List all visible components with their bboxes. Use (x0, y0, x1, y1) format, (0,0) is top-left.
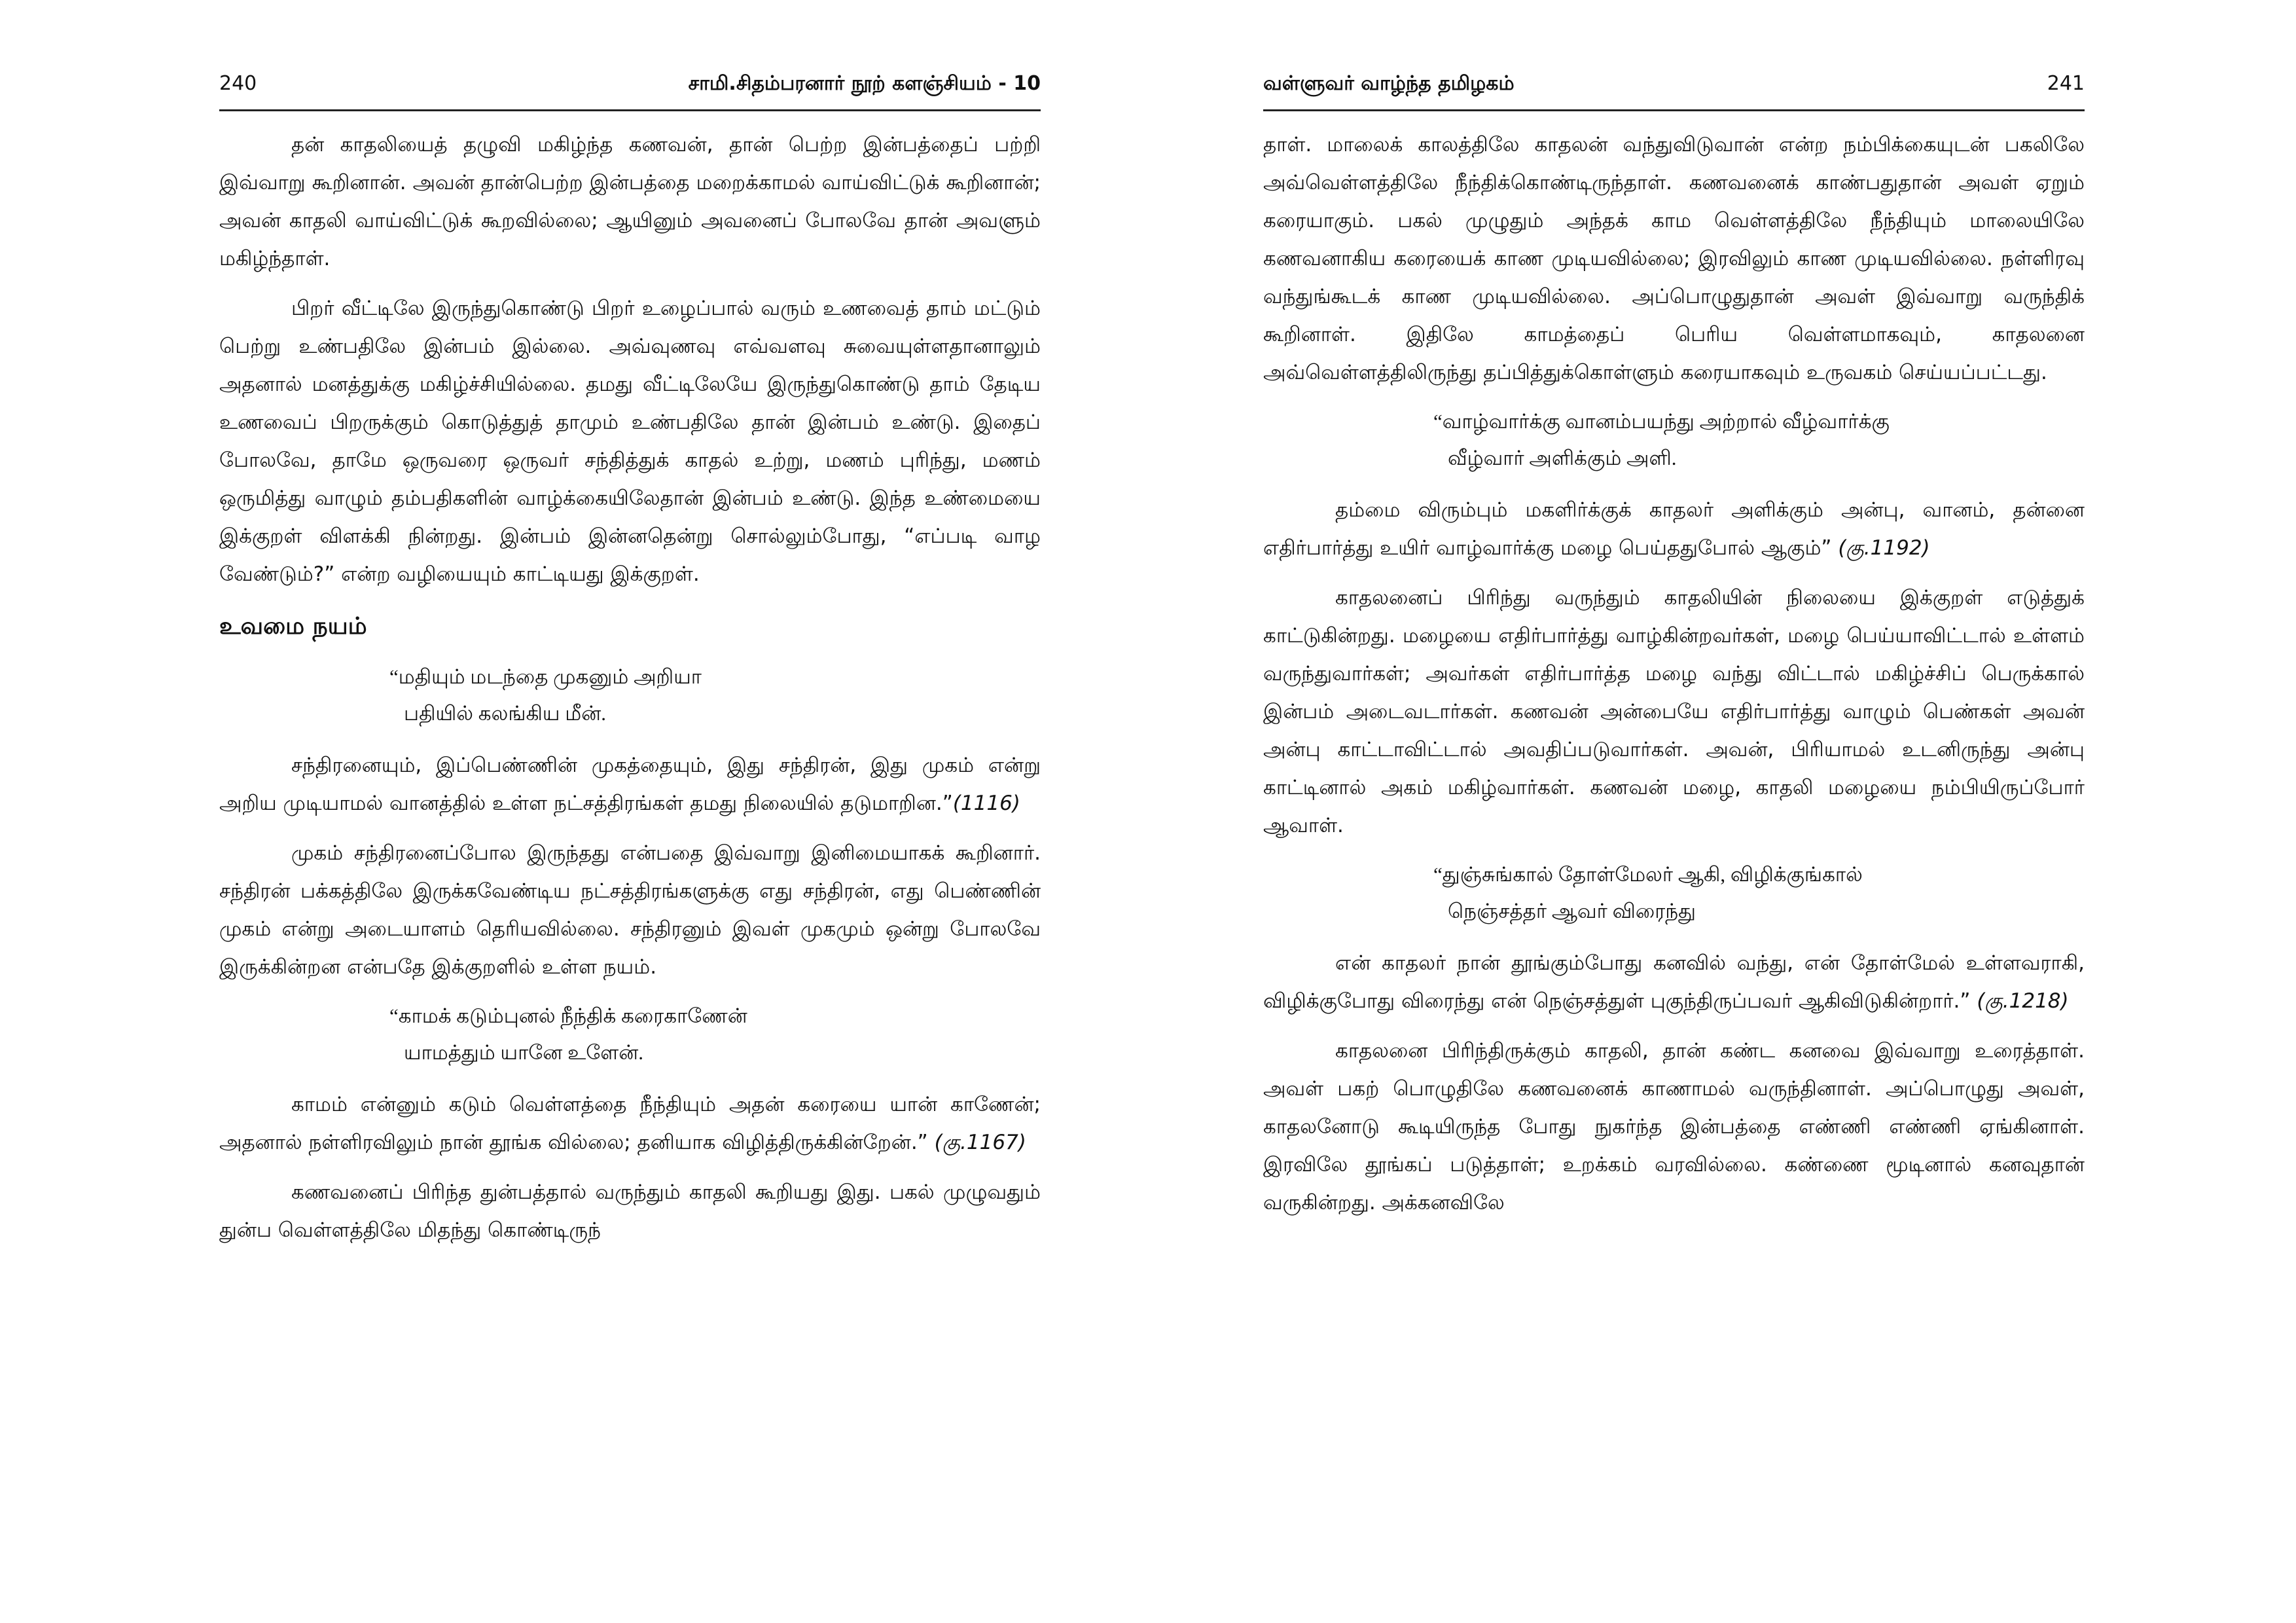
left-paragraph-6: கணவனைப் பிரிந்த துன்பத்தால் வருந்தும் காதலி கூறியது இது. பகல் முழுவதும் துன்ப வெள்ளத்திலே மிதந்து கொண்டிருந் (219, 1180, 1041, 1242)
kural-citation: (1116) (952, 792, 1020, 815)
paragraph-text: தம்மை விரும்பும் மகளிர்க்குக் காதலர் அளிக்கும் அன்பு, வானம், தன்னை எதிர்பார்த்து உயிர் வாழ்வார்க்கு மழை பெய்ததுபோல் ஆகும்” (1263, 498, 2085, 560)
right-page (1263, 72, 2085, 1233)
left-paragraph-2: பிறர் வீட்டிலே இருந்துகொண்டு பிறர் உழைப்பால் வரும் உணவைத் தாம் மட்டும் பெற்று உண்பதிலே இன்பம் இல்லை. அவ்வுணவு எவ்வளவு சுவையுள்ளதானாலும் அதனால் மனத்துக்கு மகிழ்ச்சியில்லை. தமது வீட்டிலேயே இருந்துகொண்டு தாம் தேடிய உணவைப் பிறருக்கும் கொடுத்துத் தாமும் உண்பதிலே தான் இன்பம் உண்டு. இதைப் போலவே, தாமே ஒருவரை ஒருவர் சந்தித்துக் காதல் உற்று, மணம் புரிந்து, மணம் ஒருமித்து வாழும் தம்பதிகளின் வாழ்க்கையிலேதான் இன்பம் உண்டு. இந்த உண்மையை இக்குறள் விளக்கி நின்றது. இன்பம் இன்னதென்று சொல்லும்போது, “எப்படி வாழ வேண்டும்?” என்ற வழியையும் காட்டியது இக்குறள். (219, 297, 1041, 586)
verse-line: “துஞ்சுங்கால் தோள்மேலர் ஆகி, விழிக்குங்கால் (1433, 863, 1863, 886)
left-paragraph-1: தன் காதலியைத் தழுவி மகிழ்ந்த கணவன், தான் பெற்ற இன்பத்தைப் பற்றி இவ்வாறு கூறினான். அவன் தான்பெற்ற இன்பத்தை மறைக்காமல் வாய்விட்டுக் கூறினான்; அவன் காதலி வாய்விட்டுக் கூறவில்லை; ஆயினும் அவனைப் போலவே தான் அவளும் மகிழ்ந்தாள். (219, 133, 1041, 270)
kural-citation: (கு.1218) (1977, 989, 2069, 1013)
right-running-title: வள்ளுவர் வாழ்ந்த தமிழகம் (1263, 72, 1515, 95)
left-paragraph-3 (219, 746, 1041, 822)
left-page (219, 72, 1041, 1261)
verse-line: வீழ்வார் அளிக்கும் அளி. (1448, 447, 1677, 469)
left-running-head (219, 72, 1041, 111)
verse-line: யாமத்தும் யானே உளேன். (404, 1041, 644, 1064)
right-running-head (1263, 72, 2085, 111)
verse-line: “மதியும் மடந்தை முகனும் அறியா (389, 665, 702, 688)
verse-line: பதியில் கலங்கிய மீன். (404, 702, 607, 725)
paragraph-text: காமம் என்னும் கடும் வெள்ளத்தை நீந்தியும் அதன் கரையை யான் காணேன்; அதனால் நள்ளிரவிலும் நான் தூங்க வில்லை; தனியாக விழித்திருக்கின்றேன்.” (219, 1093, 1041, 1154)
right-verse-2 (1433, 856, 2085, 930)
verse-line: “வாழ்வார்க்கு வானம்பயந்து அற்றால் வீழ்வார்க்கு (1433, 410, 1890, 433)
verse-line: நெஞ்சத்தர் ஆவர் விரைந்து (1448, 900, 1696, 922)
right-paragraph-3: காதலனைப் பிரிந்து வருந்தும் காதலியின் நிலையை இக்குறள் எடுத்துக் காட்டுகின்றது. மழையை எதிர்பார்த்து வாழ்கின்றவர்கள், மழை பெய்யாவிட்டால் உள்ளம் வருந்துவார்கள்; அவர்கள் எதிர்பார்த்த மழை வந்து விட்டால் மகிழ்ச்சிப் பெருக்கால் இன்பம் அடைவடார்கள். கணவன் அன்பையே எதிர்பார்த்து வாழும் பெண்கள் அவன் அன்பு காட்டாவிட்டால் அவதிப்படுவார்கள். அவன், பிரியாமல் உடனிருந்து அன்பு காட்டினால் அகம் மகிழ்வார்கள். கணவன் மழை, காதலி மழையை நம்பியிருப்போர் ஆவாள். (1263, 586, 2085, 837)
left-verse-2 (389, 998, 1041, 1071)
right-verse-1 (1433, 403, 2085, 477)
right-paragraph-1: தாள். மாலைக் காலத்திலே காதலன் வந்துவிடுவான் என்ற நம்பிக்கையுடன் பகலிலே அவ்வெள்ளத்திலே நீந்திக்கொண்டிருந்தாள். கணவனைக் காண்பதுதான் அவள் ஏறும் கரையாகும். பகல் முழுதும் அந்தக் காம வெள்ளத்திலே நீந்தியும் மாலையிலே கணவனாகிய கரையைக் காண முடியவில்லை; இரவிலும் காண முடியவில்லை. நள்ளிரவு வந்துங்கூடக் காண முடியவில்லை. அப்பொழுதுதான் அவள் இவ்வாறு வருந்திக் கூறினாள். இதிலே காமத்தைப் பெரிய வெள்ளமாகவும், காதலனை அவ்வெள்ளத்திலிருந்து தப்பித்துக்கொள்ளும் கரையாகவும் உருவகம் செய்யப்பட்டது. (1263, 133, 2085, 384)
kural-citation: (கு.1192) (1838, 536, 1930, 560)
right-paragraph-4 (1263, 944, 2085, 1020)
left-page-number: 240 (219, 72, 257, 95)
left-page-body (219, 126, 1041, 1249)
right-paragraph-5: காதலனை பிரிந்திருக்கும் காதலி, தான் கண்ட கனவை இவ்வாறு உரைத்தாள். அவள் பகற் பொழுதிலே கணவனைக் காணாமல் வருந்தினாள். அப்பொழுது அவள், காதலனோடு கூடியிருந்த போது நுகர்ந்த இன்பத்தை எண்ணி எண்ணி ஏங்கினாள். இரவிலே தூங்கப் படுத்தாள்; உறக்கம் வரவில்லை. கண்ணை மூடினால் கனவுதான் வருகின்றது. அக்கனவிலே (1263, 1039, 2085, 1214)
paragraph-text: என் காதலர் நான் தூங்கும்போது கனவில் வந்து, என் தோள்மேல் உள்ளவராகி, விழிக்குபோது விரைந்து என் நெஞ்சத்துள் புகுந்திருப்பவர் ஆகிவிடுகின்றார்.” (1263, 951, 2085, 1013)
paragraph-text: சந்திரனையும், இப்பெண்ணின் முகத்தையும், இது சந்திரன், இது முகம் என்று அறிய முடியாமல் வானத்தில் உள்ள நட்சத்திரங்கள் தமது நிலையில் தடுமாறின.” (219, 754, 1041, 815)
left-paragraph-5 (219, 1085, 1041, 1161)
left-verse-1 (389, 659, 1041, 732)
section-heading: உவமை நயம் (219, 613, 367, 640)
right-page-body (1263, 126, 2085, 1222)
left-running-title: சாமி.சிதம்பரனார் நூற் களஞ்சியம் - 10 (688, 72, 1041, 95)
left-paragraph-4: முகம் சந்திரனைப்போல இருந்தது என்பதை இவ்வாறு இனிமையாகக் கூறினார். சந்திரன் பக்கத்திலே இருக்கவேண்டிய நட்சத்திரங்களுக்கு எது சந்திரன், எது பெண்ணின் முகம் என்று அடையாளம் தெரியவில்லை. சந்திரனும் இவள் முகமும் ஒன்று போலவே இருக்கின்றன என்பதே இக்குறளில் உள்ள நயம். (219, 841, 1041, 979)
kural-citation: (கு.1167) (934, 1131, 1026, 1154)
right-paragraph-2 (1263, 491, 2085, 567)
verse-line: “காமக் கடும்புனல் நீந்திக் கரைகாணேன் (389, 1004, 747, 1027)
right-page-number: 241 (2047, 72, 2085, 95)
